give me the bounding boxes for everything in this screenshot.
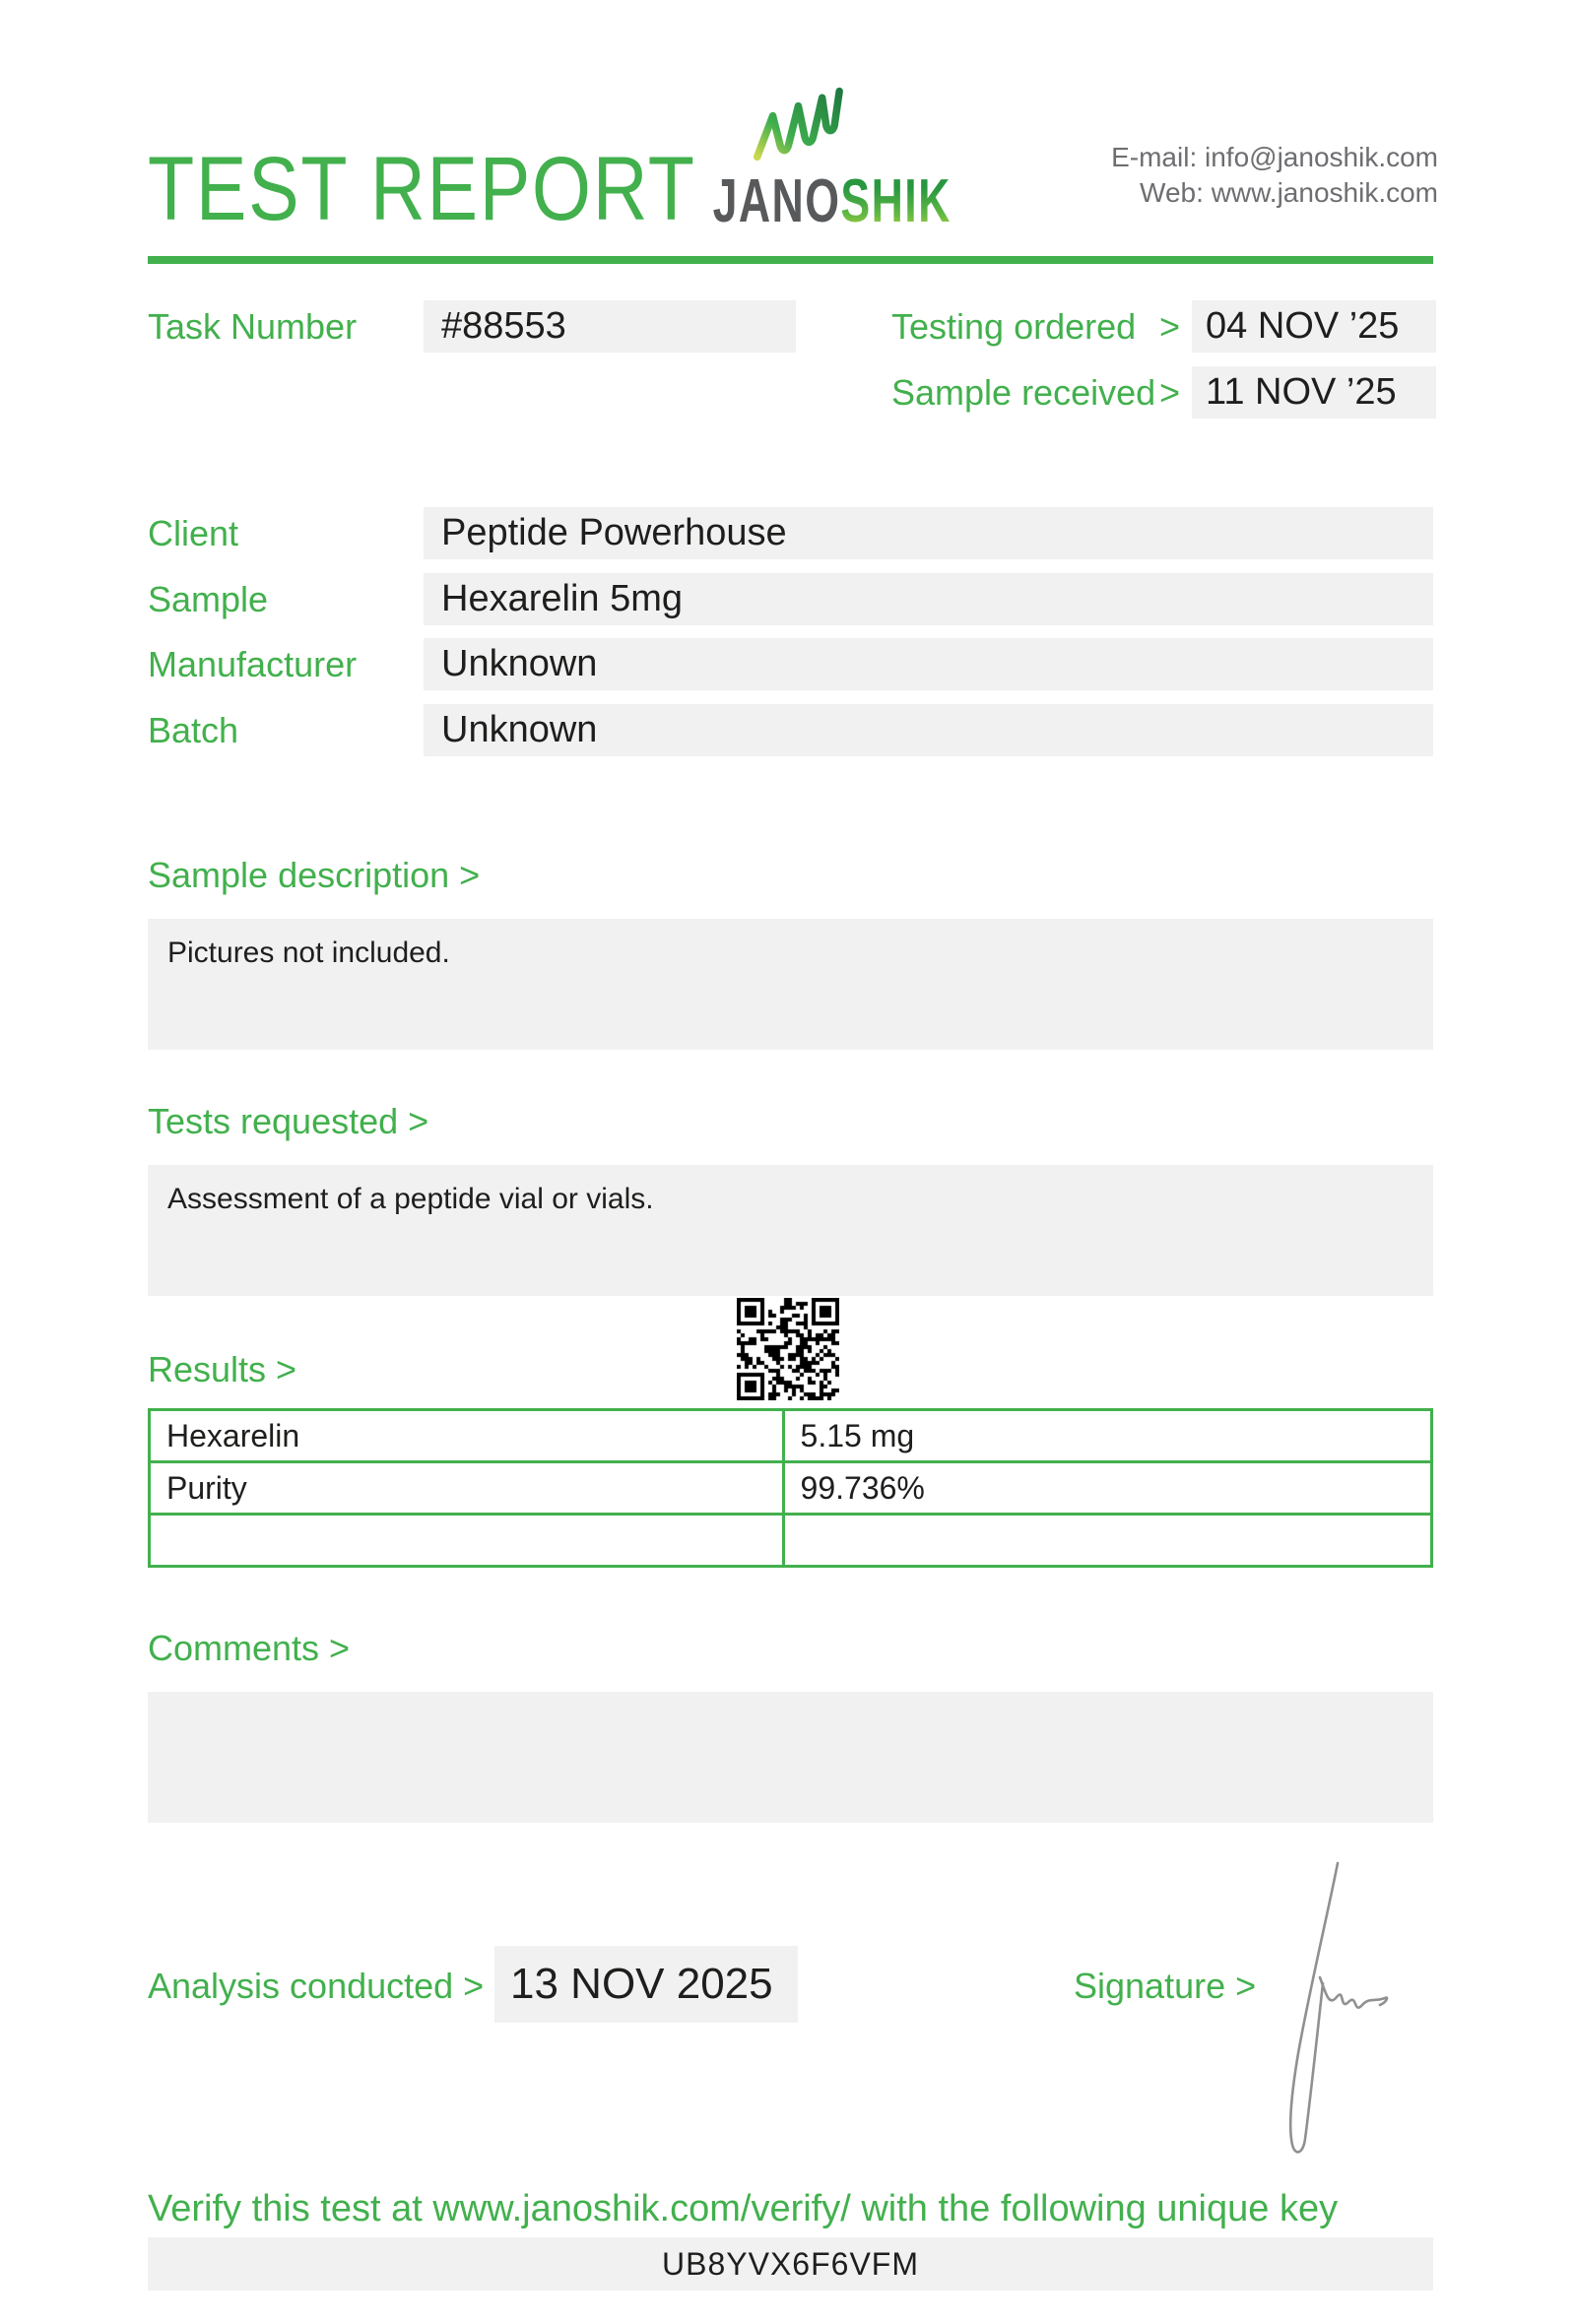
results-table [148, 1408, 1433, 1568]
task-number-label: Task Number [148, 306, 358, 347]
sample-received-row [891, 366, 1436, 419]
contact-block [1111, 140, 1438, 211]
sample-row [148, 573, 1433, 625]
testing-ordered-arrow: > [1158, 306, 1180, 347]
brand-wordmark [712, 167, 952, 235]
janoshik-logo [680, 83, 952, 235]
manufacturer-text: Unknown [441, 643, 598, 684]
contact-web [1111, 175, 1438, 211]
client-text: Peptide Powerhouse [441, 512, 787, 553]
testing-ordered-text: 04 NOV ’25 [1206, 305, 1400, 347]
sample-received-label: Sample received [891, 372, 1156, 413]
email-label: E-mail: [1111, 142, 1198, 172]
chart-logo-icon [751, 83, 845, 165]
comments-heading: Comments > [148, 1628, 351, 1668]
sample-received-value [1192, 366, 1436, 419]
tests-requested-box: Assessment of a peptide vial or vials. [148, 1165, 1433, 1296]
table-row [150, 1515, 1432, 1567]
batch-text: Unknown [441, 709, 598, 750]
sample-description-box: Pictures not included. [148, 919, 1433, 1050]
email-value: info@janoshik.com [1205, 142, 1438, 172]
result-value-cell: 5.15 mg [783, 1410, 1431, 1462]
sample-value [424, 573, 1433, 625]
results-heading: Results > [148, 1349, 297, 1389]
page-title: TEST REPORT [148, 139, 696, 239]
batch-row [148, 704, 1433, 756]
brand-jano: JANO [712, 167, 841, 235]
result-name-cell [150, 1515, 784, 1567]
client-value [424, 507, 1433, 559]
result-value-cell: 99.736% [783, 1462, 1431, 1515]
qr-code [737, 1298, 839, 1400]
result-name-cell: Purity [150, 1462, 784, 1515]
table-row [150, 1462, 1432, 1515]
result-name-cell: Hexarelin [150, 1410, 784, 1462]
manufacturer-row [148, 638, 1433, 690]
contact-email [1111, 140, 1438, 175]
task-number-text: #88553 [441, 305, 566, 347]
testing-ordered-value [1192, 300, 1436, 353]
verify-instruction: Verify this test at www.janoshik.com/verify/ with the following unique key [148, 2188, 1339, 2229]
sample-received-text: 11 NOV ’25 [1206, 371, 1397, 413]
testing-ordered-label: Testing ordered [891, 306, 1137, 347]
task-number-value [424, 300, 796, 353]
web-value: www.janoshik.com [1211, 177, 1438, 208]
batch-value [424, 704, 1433, 756]
manufacturer-label: Manufacturer [148, 644, 358, 684]
batch-label: Batch [148, 710, 239, 750]
header-divider [148, 256, 1433, 264]
analysis-date-value [494, 1946, 798, 2023]
unique-key-text: UB8YVX6F6VFM [662, 2246, 919, 2282]
sample-text: Hexarelin 5mg [441, 578, 683, 619]
unique-key-box [148, 2237, 1433, 2291]
testing-ordered-row [891, 300, 1436, 353]
sample-received-arrow: > [1158, 372, 1180, 413]
signature-label: Signature > [1074, 1966, 1257, 2006]
client-label: Client [148, 513, 239, 553]
sample-description-heading: Sample description > [148, 855, 481, 895]
manufacturer-value [424, 638, 1433, 690]
result-value-cell [783, 1515, 1431, 1567]
tests-requested-heading: Tests requested > [148, 1101, 429, 1141]
client-row [148, 507, 1433, 559]
analysis-conducted-label: Analysis conducted > [148, 1966, 485, 2006]
analysis-date-text: 13 NOV 2025 [510, 1960, 773, 2008]
brand-shik: SHIK [840, 167, 952, 235]
sample-label: Sample [148, 579, 269, 619]
comments-box [148, 1692, 1433, 1823]
signature-image [1277, 1857, 1391, 2164]
web-label: Web: [1140, 177, 1204, 208]
table-row [150, 1410, 1432, 1462]
